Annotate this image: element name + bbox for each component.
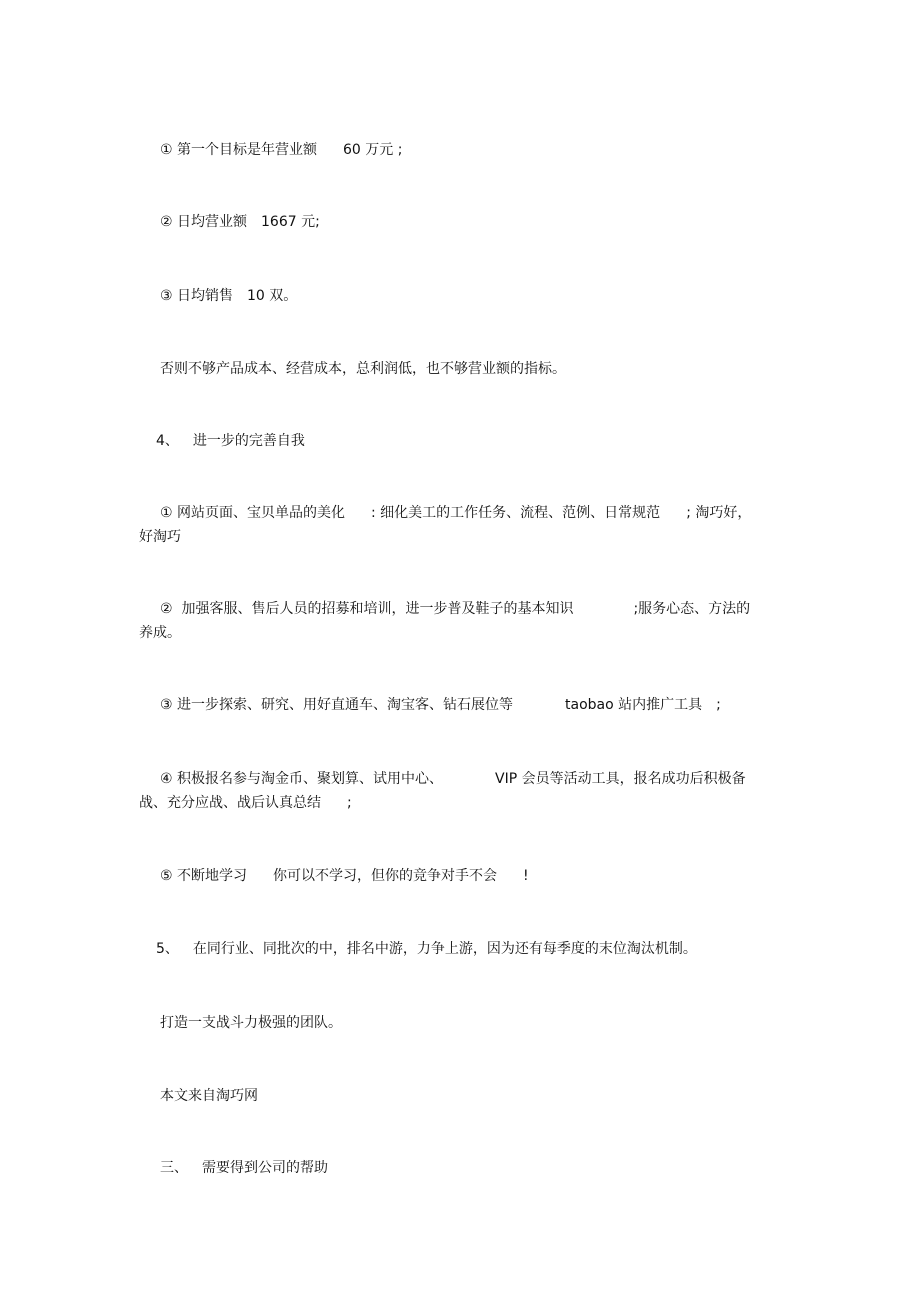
item-1-line-2: 好淘巧 [139, 529, 181, 545]
item-2-line-1 [160, 599, 750, 619]
item-5-line [160, 866, 529, 886]
section-5-heading [156, 939, 697, 959]
section-4-number: 4、 [156, 433, 179, 449]
item-4-part-a: ④ 积极报名参与淘金币、聚划算、试用中心、 [160, 771, 443, 787]
note-paragraph: 否则不够产品成本、经营成本，总利润低，也不够营业额的指标。 [160, 361, 566, 377]
goal-daily-revenue-label: ② 日均营业额 [160, 214, 248, 230]
team-paragraph: 打造一支战斗力极强的团队。 [160, 1015, 342, 1031]
goal-daily-sales [160, 286, 297, 306]
item-1-part-b: : 细化美工的工作任务、流程、范例、日常规范 [371, 505, 661, 521]
item-3-part-c: ; [716, 697, 721, 713]
item-2-part-b: ;服务心态、方法的 [633, 601, 751, 617]
item-3-line [160, 695, 721, 715]
section-5-title: 在同行业、同批次的中，排名中游，力争上游，因为还有每季度的末位淘汰机制。 [192, 941, 697, 957]
goal-daily-revenue-value: 1667 元; [261, 214, 320, 230]
item-5-part-a: ⑤ 不断地学习 [160, 868, 248, 884]
section-4-heading [156, 431, 305, 451]
item-3-part-a: ③ 进一步探索、研究、用好直通车、淘宝客、钻石展位等 [160, 697, 513, 713]
section-3-heading [160, 1158, 328, 1178]
item-4-line-1 [160, 769, 746, 789]
section-3-number: 三、 [160, 1160, 188, 1176]
item-5-part-b: 你可以不学习，但你的竞争对手不会 [273, 868, 498, 884]
item-4-part-b: VIP 会员等活动工具，报名成功后积极备 [495, 771, 746, 787]
source-paragraph: 本文来自淘巧网 [160, 1088, 258, 1104]
section-4-title: 进一步的完善自我 [192, 433, 305, 449]
goal-daily-sales-label: ③ 日均销售 [160, 288, 234, 304]
item-2-line-2: 养成。 [139, 625, 181, 641]
goal-daily-sales-value: 10 双。 [247, 288, 298, 304]
item-4-part-c: 战、充分应战、战后认真总结 [139, 795, 321, 811]
item-4-part-d: ; [347, 795, 352, 811]
goal-annual-revenue [160, 140, 402, 160]
goal-annual-revenue-label: ① 第一个目标是年营业额 [160, 142, 318, 158]
item-4-line-2 [139, 793, 352, 813]
item-2-part-a: ② 加强客服、售后人员的招募和培训，进一步普及鞋子的基本知识 [160, 601, 574, 617]
goal-annual-revenue-value: 60 万元 ; [343, 142, 403, 158]
item-5-part-c: ! [523, 868, 529, 884]
item-1-line-1 [160, 503, 751, 523]
section-3-title: 需要得到公司的帮助 [202, 1160, 328, 1176]
item-3-part-b: taobao 站内推广工具 [565, 697, 703, 713]
section-5-number: 5、 [156, 941, 179, 957]
goal-daily-revenue [160, 212, 320, 232]
item-1-part-a: ① 网站页面、宝贝单品的美化 [160, 505, 346, 521]
item-1-part-c: ; 淘巧好， [686, 505, 752, 521]
